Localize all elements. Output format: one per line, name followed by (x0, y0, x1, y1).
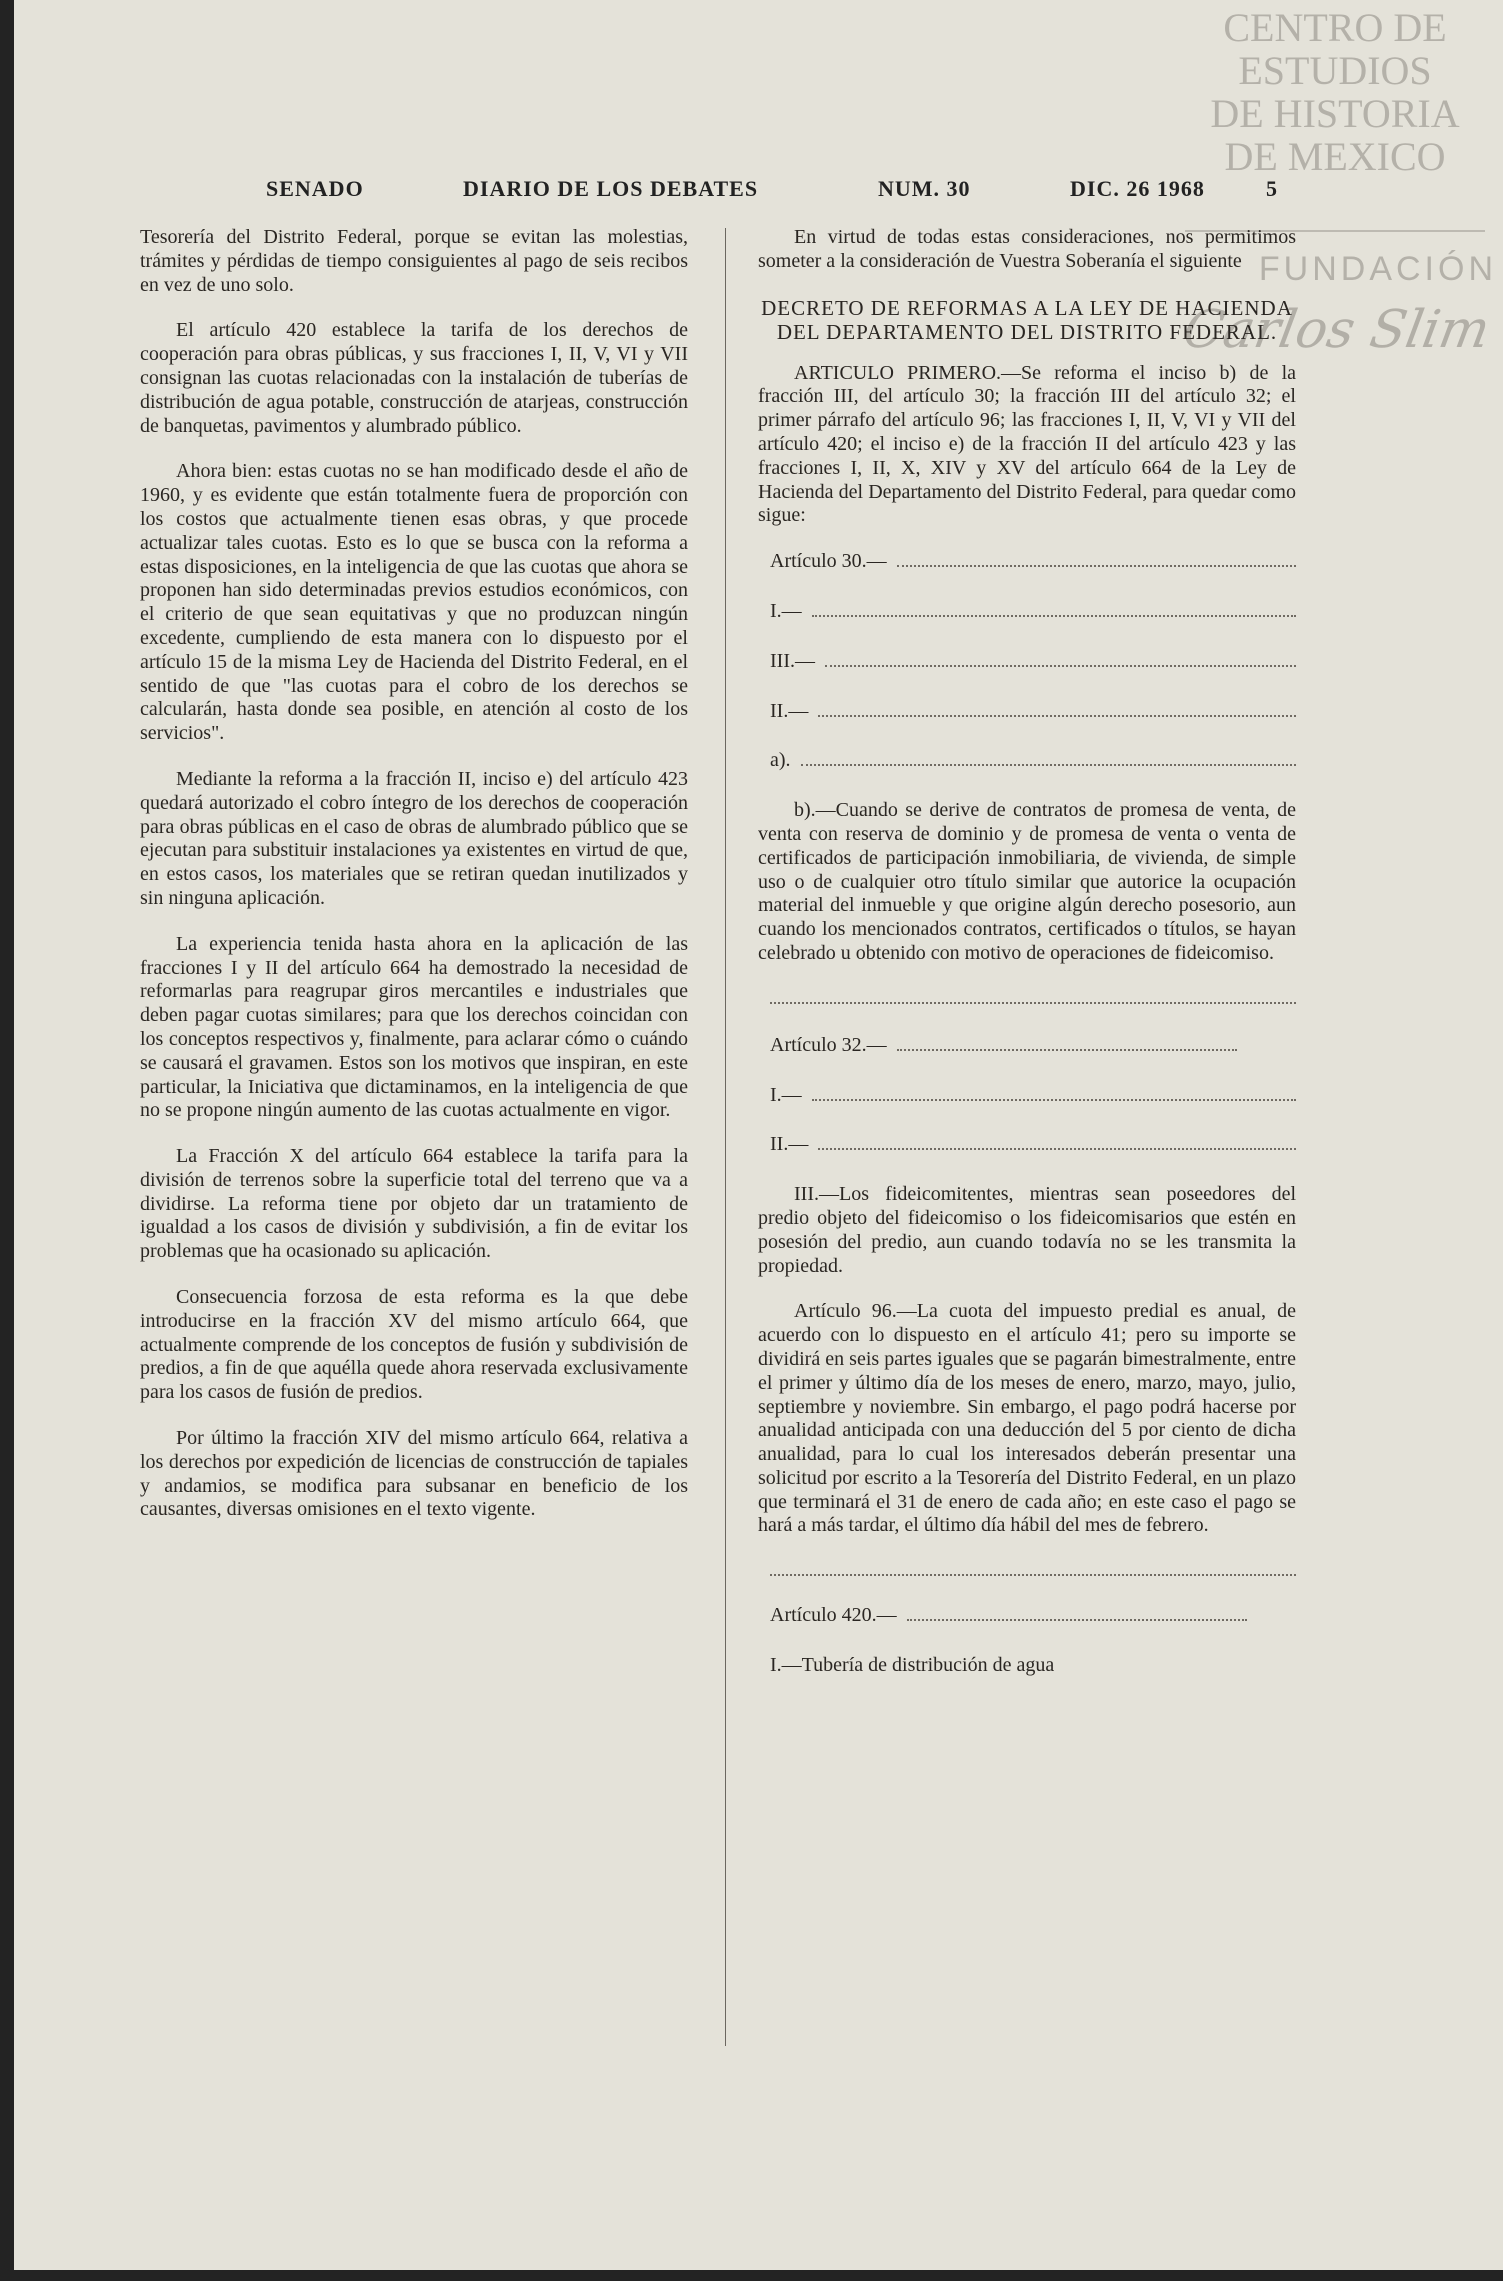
left-column (140, 226, 688, 1544)
article-30-item: III.— (758, 650, 1296, 674)
paragraph: Tesorería del Distrito Federal, porque se evitan las molestias, trámites y pérdidas de tiempo consiguientes al pago de seis recibos en vez de uno solo. (140, 226, 688, 296)
article-30-b: b).—Cuando se derive de contratos de promesa de venta, de venta con reserva de dominio y de promesa de venta o venta de certificados de participación inmobiliaria, de vivienda, de simple uso o de cualquier otro título similar que autorice la ocupación material del inmueble y que origine algún derecho posesorio, aun cuando los mencionados contratos, certificados o títulos, se hayan celebrado u obtenido con motivo de operaciones de fideicomiso. (758, 799, 1296, 964)
archive-watermark (1185, 6, 1485, 178)
header-chamber: SENADO (266, 176, 364, 201)
intro-paragraph: En virtud de todas estas consideraciones, nos permitimos someter a la consideración de Vuestra Soberanía el siguiente (758, 226, 1296, 272)
right-column (758, 226, 1296, 1700)
document-page (14, 0, 1503, 2270)
article-30-line: Artículo 30.— (758, 550, 1296, 574)
watermark-line: ESTUDIOS (1238, 48, 1432, 93)
watermark-line: DE MEXICO (1224, 134, 1446, 179)
header-number: NUM. 30 (878, 176, 971, 201)
column-divider (725, 228, 726, 2046)
article-30-item: a). (758, 749, 1296, 773)
watermark-line: CENTRO DE (1223, 5, 1447, 50)
header-page-number: 5 (1266, 176, 1278, 201)
article-32-line: Artículo 32.— (758, 1034, 1296, 1058)
article-32-III: III.—Los fideicomitentes, mientras sean poseedores del predio objeto del fideicomiso o los fideicomisarios que estén en posesión del predio, aun cuando todavía no se les transmita la propiedad. (758, 1183, 1296, 1277)
paragraph: Ahora bien: estas cuotas no se han modificado desde el año de 1960, y es evidente que están totalmente fuera de proporción con los costos que actualmente tienen esas obras, y que procede actualizar tales cuotas. Esto es lo que se busca con la reforma a estas disposiciones, en la inteligencia de que las cuotas que ahora se proponen han sido determinadas previos estudios económicos, con el criterio de que sean equitativas y que no produzcan ningún excedente, cumpliendo de esta manera con lo dispuesto por el artículo 15 de la misma Ley de Hacienda del Distrito Federal, en el sentido de que "las cuotas para el cobro de los derechos se calcularán, hasta donde sea posible, en atención al costo de los servicios". (140, 460, 688, 745)
watermark-line: DE HISTORIA (1210, 91, 1460, 136)
paragraph: La experiencia tenida hasta ahora en la aplicación de las fracciones I y II del artículo 664 ha demostrado la necesidad de reformarlas para reagrupar giros mercantiles e industriales que deben pagar cuotas similares; para que los derechos coincidan con los conceptos respectivos y, finalmente, para aclarar cómo o cuándo se causará el gravamen. Estos son los motivos que inspiran, en este particular, la Iniciativa que dictaminamos, en la inteligencia de que no se propone ningún aumento de las cuotas actualmente en vigor. (140, 932, 688, 1122)
paragraph: El artículo 420 establece la tarifa de los derechos de cooperación para obras públicas, y sus fracciones I, II, V, VI y VII consignan las cuotas relacionadas con la instalación de tuberías de distribución de agua potable, construcción de atarjeas, construcción de banquetas, pavimentos y alumbrado público. (140, 319, 688, 437)
paragraph: La Fracción X del artículo 664 establece la tarifa para la división de terrenos sobre la superficie total del terreno que va a dividirse. La reforma tiene por objeto dar un tratamiento de igualdad a los casos de división y subdivisión, a fin de evitar los problemas que ha ocasionado su aplicación. (140, 1145, 688, 1263)
decree-title: DECRETO DE REFORMAS A LA LEY DE HACIENDA DEL DEPARTAMENTO DEL DISTRITO FEDERAL. (761, 295, 1293, 344)
watermark-signature: Carlos Slim (1178, 300, 1495, 360)
article-first: ARTICULO PRIMERO.—Se reforma el inciso b) de la fracción III, del artículo 30; la fracción III del artículo 32; el primer párrafo del artículo 96; las fracciones I, II, V, VI y VII del artículo 420; el inciso e) de la fracción II del artículo 423 y las fracciones I, II, X, XIV y XV del artículo 664 de la Ley de Hacienda del Departamento del Distrito Federal, para quedar como sigue: (758, 361, 1296, 527)
article-420-line: Artículo 420.— (758, 1604, 1296, 1628)
header-publication: DIARIO DE LOS DEBATES (463, 176, 759, 201)
article-30-item: II.— (758, 700, 1296, 724)
paragraph: Mediante la reforma a la fracción II, inciso e) del artículo 423 quedará autorizado el cobro íntegro de los derechos de cooperación para obras públicas en el caso de obras de alumbrado público que se ejecutan para substituir instalaciones ya existentes en virtud de que, en estos casos, los materiales que se retiran quedan inutilizados y sin ninguna aplicación. (140, 767, 688, 909)
paragraph: Por último la fracción XIV del mismo artículo 664, relativa a los derechos por expedición de licencias de construcción de tapiales y andamios, se modifica para subsanar en beneficio de los causantes, diversas omisiones en el texto vigente. (140, 1427, 688, 1521)
ellipsis-line (758, 1560, 1296, 1576)
article-32-item: II.— (758, 1133, 1296, 1157)
ellipsis-line (758, 988, 1296, 1004)
paragraph: Consecuencia forzosa de esta reforma es la que debe introducirse en la fracción XV del mismo artículo 664, que actualmente comprende de los conceptos de fusión y subdivisión de predios, a fin de que aquélla quede ahora reservada exclusivamente para los casos de fusión de predios. (140, 1286, 688, 1404)
watermark-fundacion: FUNDACIÓN (1258, 250, 1497, 288)
article-420-I: I.—Tubería de distribución de agua (770, 1654, 1055, 1677)
article-32-item: I.— (758, 1084, 1296, 1108)
article-30-item: I.— (758, 600, 1296, 624)
header-date: DIC. 26 1968 (1070, 176, 1205, 201)
article-96: Artículo 96.—La cuota del impuesto predial es anual, de acuerdo con lo dispuesto en el artículo 41; pero su importe se dividirá en seis partes iguales que se pagarán bimestralmente, entre el primer y último día de los meses de enero, marzo, mayo, julio, septiembre y noviembre. Sin embargo, el pago podrá hacerse por anualidad anticipada con una deducción del 5 por ciento de dicha anualidad, para lo cual los interesados deberán presentar una solicitud por escrito a la Tesorería del Distrito Federal, en un plazo que terminará el 31 de enero de cada año; en este caso el pago se hará a más tardar, el último día hábil del mes de febrero. (758, 1300, 1296, 1537)
